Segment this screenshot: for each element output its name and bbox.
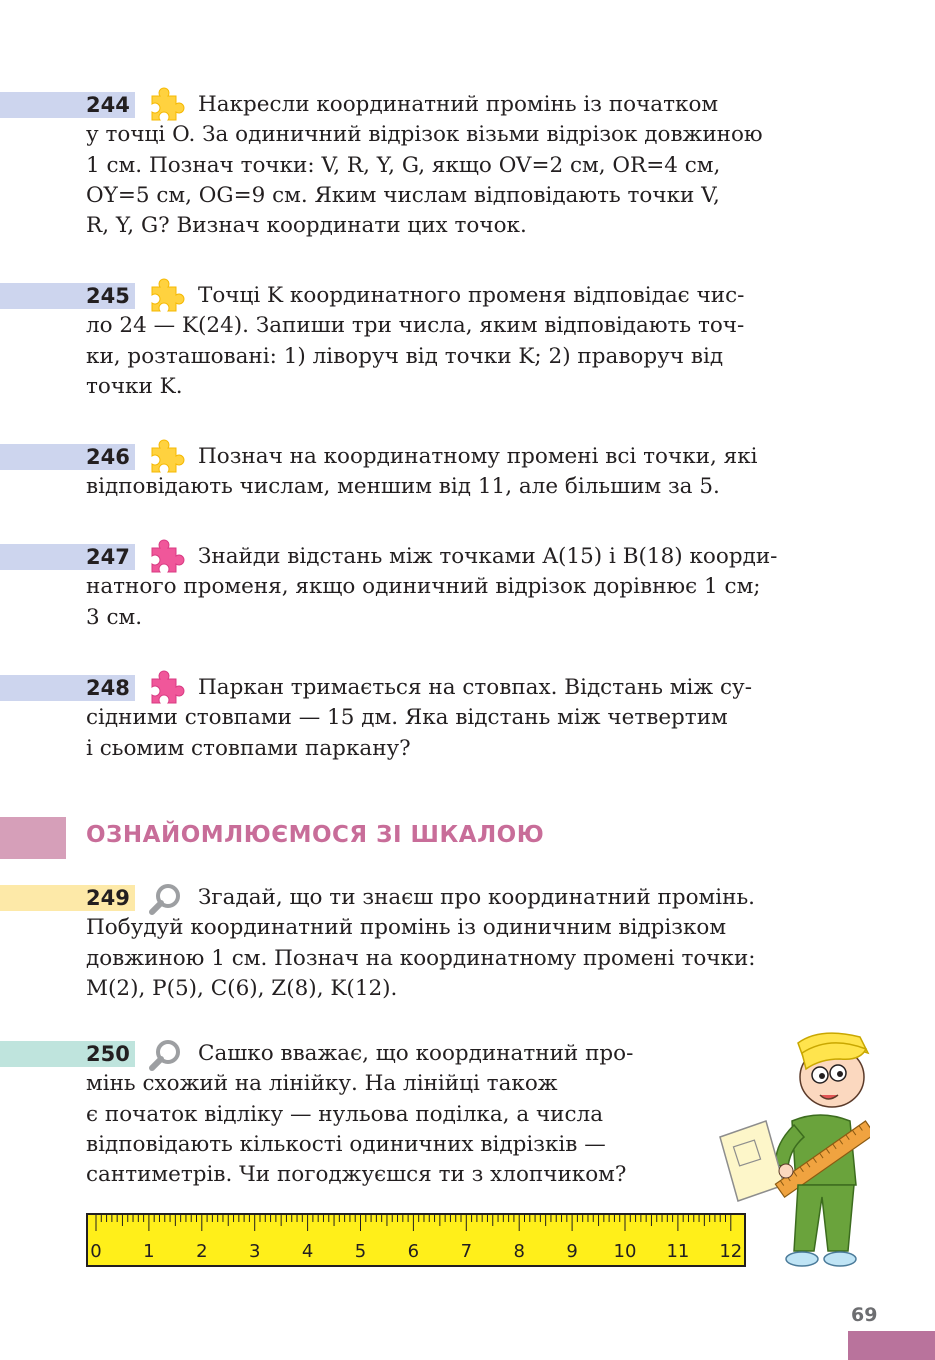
ruler-label: 4 bbox=[301, 1241, 314, 1262]
task-line: натного променя, якщо одиничний відрізок дорівнює 1 см; bbox=[86, 574, 761, 600]
ruler-label: 1 bbox=[143, 1241, 155, 1262]
section-title: ОЗНАЙОМЛЮЄМОСЯ ЗІ ШКАЛОЮ bbox=[86, 822, 545, 848]
task-line: сантиметрів. Чи погоджуєшся ти з хлопчиком? bbox=[86, 1162, 627, 1188]
ruler-label: 0 bbox=[90, 1241, 102, 1262]
task-line: ло 24 — K(24). Запиши три числа, яким відповідають точ- bbox=[86, 313, 745, 339]
task-line: Паркан тримається на стовпах. Відстань між су- bbox=[198, 675, 752, 700]
ruler-label: 9 bbox=[566, 1241, 578, 1262]
task-line: ки, розташовані: 1) ліворуч від точки K; 2) праворуч від bbox=[86, 343, 724, 369]
task-number: 246 bbox=[86, 445, 130, 469]
task-number: 249 bbox=[86, 886, 130, 910]
task-line: Сашко вважає, що координатний про- bbox=[198, 1041, 634, 1066]
task-line: R, Y, G? Визнач координати цих точок. bbox=[86, 213, 527, 239]
task-line: точки K. bbox=[86, 373, 183, 399]
task-number: 247 bbox=[86, 545, 130, 569]
ruler-label: 10 bbox=[613, 1241, 637, 1262]
task-text bbox=[86, 883, 850, 1004]
task-line: 1 см. Познач точки: V, R, Y, G, якщо OV=2 см, OR=4 см, bbox=[86, 152, 721, 178]
task-line: сідними стовпами — 15 дм. Яка відстань між четвертим bbox=[86, 705, 728, 731]
task-line: 3 см. bbox=[86, 604, 143, 630]
boy-illustration bbox=[710, 1025, 870, 1275]
task-line: мінь схожий на лінійку. На лінійці також bbox=[86, 1071, 558, 1097]
task-text bbox=[86, 90, 850, 241]
task-line: відповідають числам, меншим від 11, але більшим за 5. bbox=[86, 474, 720, 500]
task-number: 245 bbox=[86, 284, 130, 308]
ruler-label: 12 bbox=[719, 1241, 743, 1262]
task-line: і сьомим стовпами паркану? bbox=[86, 735, 411, 761]
task-number: 244 bbox=[86, 93, 130, 117]
page-number-bar bbox=[848, 1331, 935, 1360]
task-line: Познач на координатному промені всі точки, які bbox=[198, 444, 758, 469]
section-bar bbox=[0, 817, 66, 859]
task-line: довжиною 1 см. Познач на координатному промені точки: bbox=[86, 945, 756, 971]
task-line: Точці K координатного променя відповідає чис- bbox=[198, 283, 745, 308]
task-line: Згадай, що ти знаєш про координатний промінь. bbox=[198, 885, 755, 910]
ruler-label: 11 bbox=[666, 1241, 690, 1262]
ruler-label: 7 bbox=[460, 1241, 473, 1262]
ruler-label: 3 bbox=[248, 1241, 261, 1262]
ruler-label: 8 bbox=[513, 1241, 525, 1262]
task-line: є початок відліку — нульова поділка, а числа bbox=[86, 1101, 604, 1127]
task-line: Побудуй координатний промінь із одиничним відрізком bbox=[86, 915, 727, 941]
task-number: 250 bbox=[86, 1042, 130, 1066]
task-text bbox=[86, 281, 850, 402]
ruler bbox=[86, 1213, 746, 1267]
task-text bbox=[86, 442, 850, 503]
task-text bbox=[86, 542, 850, 633]
task-line: OY=5 см, OG=9 см. Яким числам відповідають точки V, bbox=[86, 182, 720, 208]
task-text bbox=[86, 1039, 690, 1190]
task-text bbox=[86, 673, 850, 764]
ruler-label: 6 bbox=[407, 1241, 420, 1262]
task-line: Накресли координатний промінь із початком bbox=[198, 92, 719, 117]
page-number: 69 bbox=[851, 1304, 878, 1326]
task-line: Знайди відстань між точками A(15) і B(18) коорди- bbox=[198, 544, 778, 569]
task-line: відповідають кількості одиничних відрізків — bbox=[86, 1131, 606, 1157]
task-line: у точці O. За одиничний відрізок візьми відрізок довжиною bbox=[86, 122, 763, 148]
task-line: M(2), P(5), C(6), Z(8), K(12). bbox=[86, 975, 398, 1001]
ruler-label: 5 bbox=[354, 1241, 367, 1262]
task-number: 248 bbox=[86, 676, 130, 700]
ruler-label: 2 bbox=[196, 1241, 208, 1262]
